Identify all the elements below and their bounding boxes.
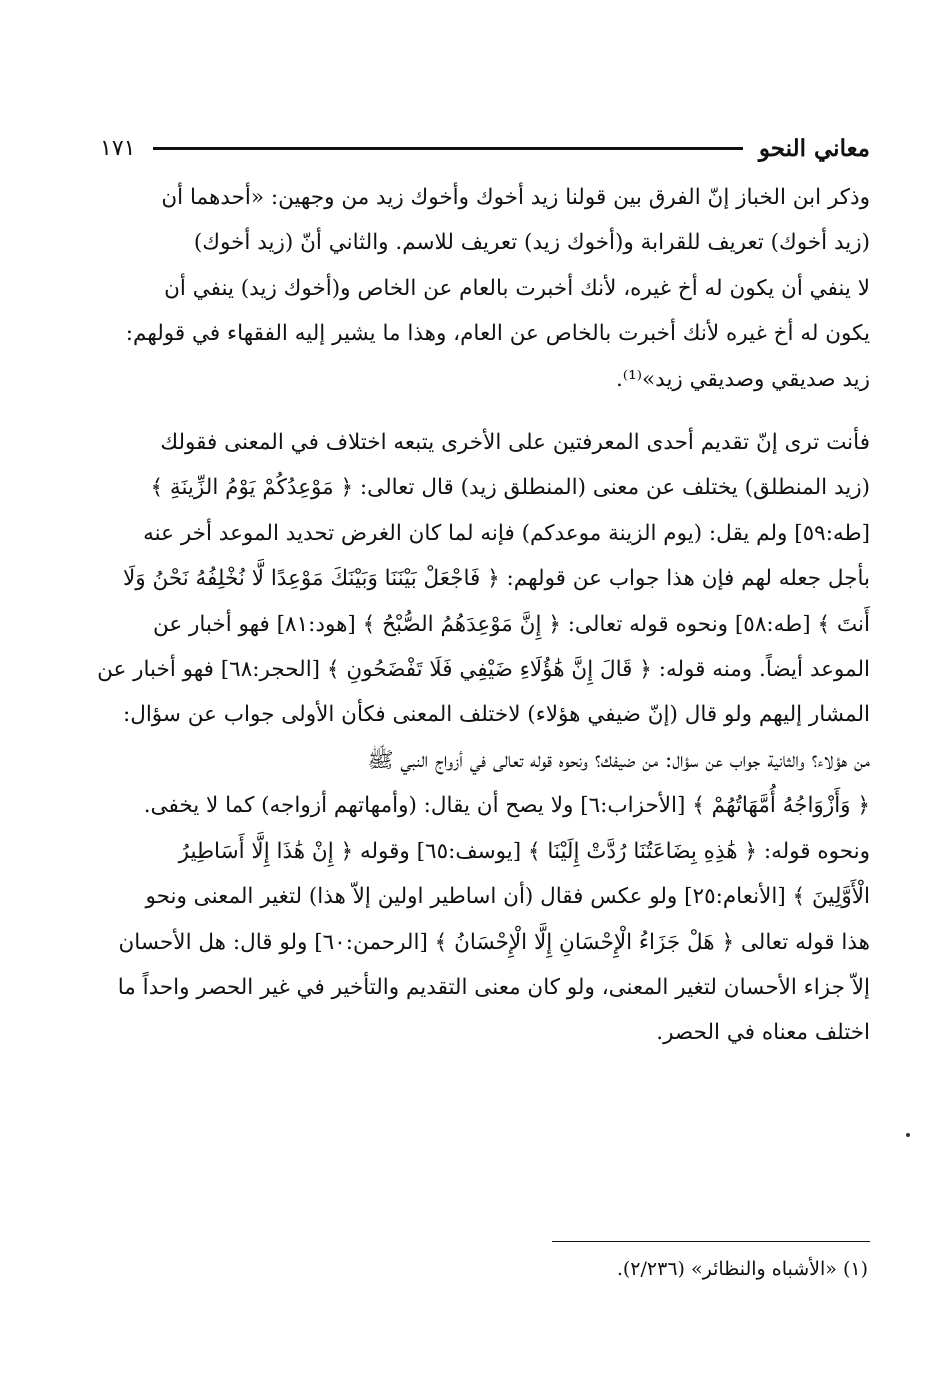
text-line: أَنتَ ﴾ [طه:٥٨] ونحوه قوله تعالى: ﴿ إِنَّ مَوْعِدَهُمُ الصُّبْحُ ﴾ [هود:٨١] فهو أخبار عن — [152, 611, 870, 637]
text-line: المشار إليهم ولو قال (إنّ ضيفي هؤلاء) لاختلف المعنى فكأن الأولى جواب عن سؤال: — [122, 702, 870, 728]
text-line: من هؤلاء؟ والثانية جواب عن سؤال: من ضيفك؟ ونحوه قوله تعالى في أزواج النبي ﷺ — [367, 747, 870, 773]
text-line: ﴿ وَأَزْوَاجُهُ أُمَّهَاتُهُمْ ﴾ [الأحزاب:٦] ولا يصح أن يقال: (وأمهاتهم أزواجه) كما لا يخفى. — [143, 793, 870, 819]
text-line: الْأَوَّلِينَ ﴾ [الأنعام:٢٥] ولو عكس فقال (أن اساطير اولين إلاّ هذا) لتغير المعنى ونحو — [145, 884, 870, 910]
footnote-rule — [552, 1241, 870, 1242]
paragraph-1 — [95, 175, 870, 402]
text-line: اختلف معناه في الحصر. — [656, 1020, 870, 1046]
text-line: الموعد أيضاً. ومنه قوله: ﴿ قَالَ إِنَّ هَٰؤُلَاءِ ضَيْفِي فَلَا تَفْضَحُونِ ﴾ [الحجر:٦٨] فهو أخبار عن — [97, 657, 870, 683]
margin-speck — [906, 1133, 910, 1137]
text-line: (زيد المنطلق) يختلف عن معنى (المنطلق زيد) قال تعالى: ﴿ مَوْعِدُكُمْ يَوْمُ الزِّينَةِ ﴾ — [150, 475, 870, 501]
text-line: لا ينفي أن يكون له أخ غيره، لأنك أخبرت بالعام عن الخاص و(أخوك زيد) ينفي أن — [164, 275, 870, 301]
text-line: هذا قوله تعالى ﴿ هَلْ جَزَاءُ الْإِحْسَانِ إِلَّا الْإِحْسَانُ ﴾ [الرحمن:٦٠] ولو قال: هل الأحسان — [118, 929, 870, 955]
page-number: ١٧١ — [100, 135, 136, 161]
text-line: (زيد أخوك) تعريف للقرابة و(أخوك زيد) تعريف للاسم. والثاني أنّ (زيد أخوك) — [193, 230, 870, 256]
footnote: (١) «الأشباه والنظائر» (٢/٢٣٦). — [616, 1258, 868, 1280]
text-line: يكون له أخ غيره لأنك أخبرت بالخاص عن العام، وهذا ما يشير إليه الفقهاء في قولهم: — [125, 321, 870, 347]
paragraph-2 — [95, 420, 870, 1056]
text-line: بأجل جعله لهم فإن هذا جواب عن قولهم: ﴿ فَاجْعَلْ بَيْنَنَا وَبَيْنَكَ مَوْعِدًا لَّا نُخْلِفُهُ نَحْنُ وَلَا — [122, 566, 870, 592]
header-rule — [153, 147, 742, 150]
text-line: وذكر ابن الخباز إنّ الفرق بين قولنا زيد أخوك وأخوك زيد من وجهين: «أحدهما أن — [161, 185, 870, 210]
text-line: ونحوه قوله: ﴿ هَٰذِهِ بِضَاعَتُنَا رُدَّتْ إِلَيْنَا ﴾ [يوسف:٦٥] وقوله ﴿ إِنْ هَٰذَا إِلَّا أَسَاطِيرُ — [178, 838, 870, 864]
text-line: [طه:٥٩] ولم يقل: (يوم الزينة موعدكم) فإنه لما كان الغرض تحديد الموعد أخر عنه — [143, 520, 870, 546]
text-line: إلاّ جزاء الأحسان لتغير المعنى، ولو كان معنى التقديم والتأخير في غير الحصر واحداً ما — [117, 974, 870, 1000]
body-text — [95, 175, 870, 1056]
book-title: معاني النحو — [758, 134, 870, 162]
text-line: زيد صديقي وصديقي زيد»⁽¹⁾. — [615, 366, 870, 392]
running-header — [100, 128, 870, 168]
text-line: فأنت ترى إنّ تقديم أحدى المعرفتين على الأخرى يتبعه اختلاف في المعنى فقولك — [160, 430, 870, 456]
